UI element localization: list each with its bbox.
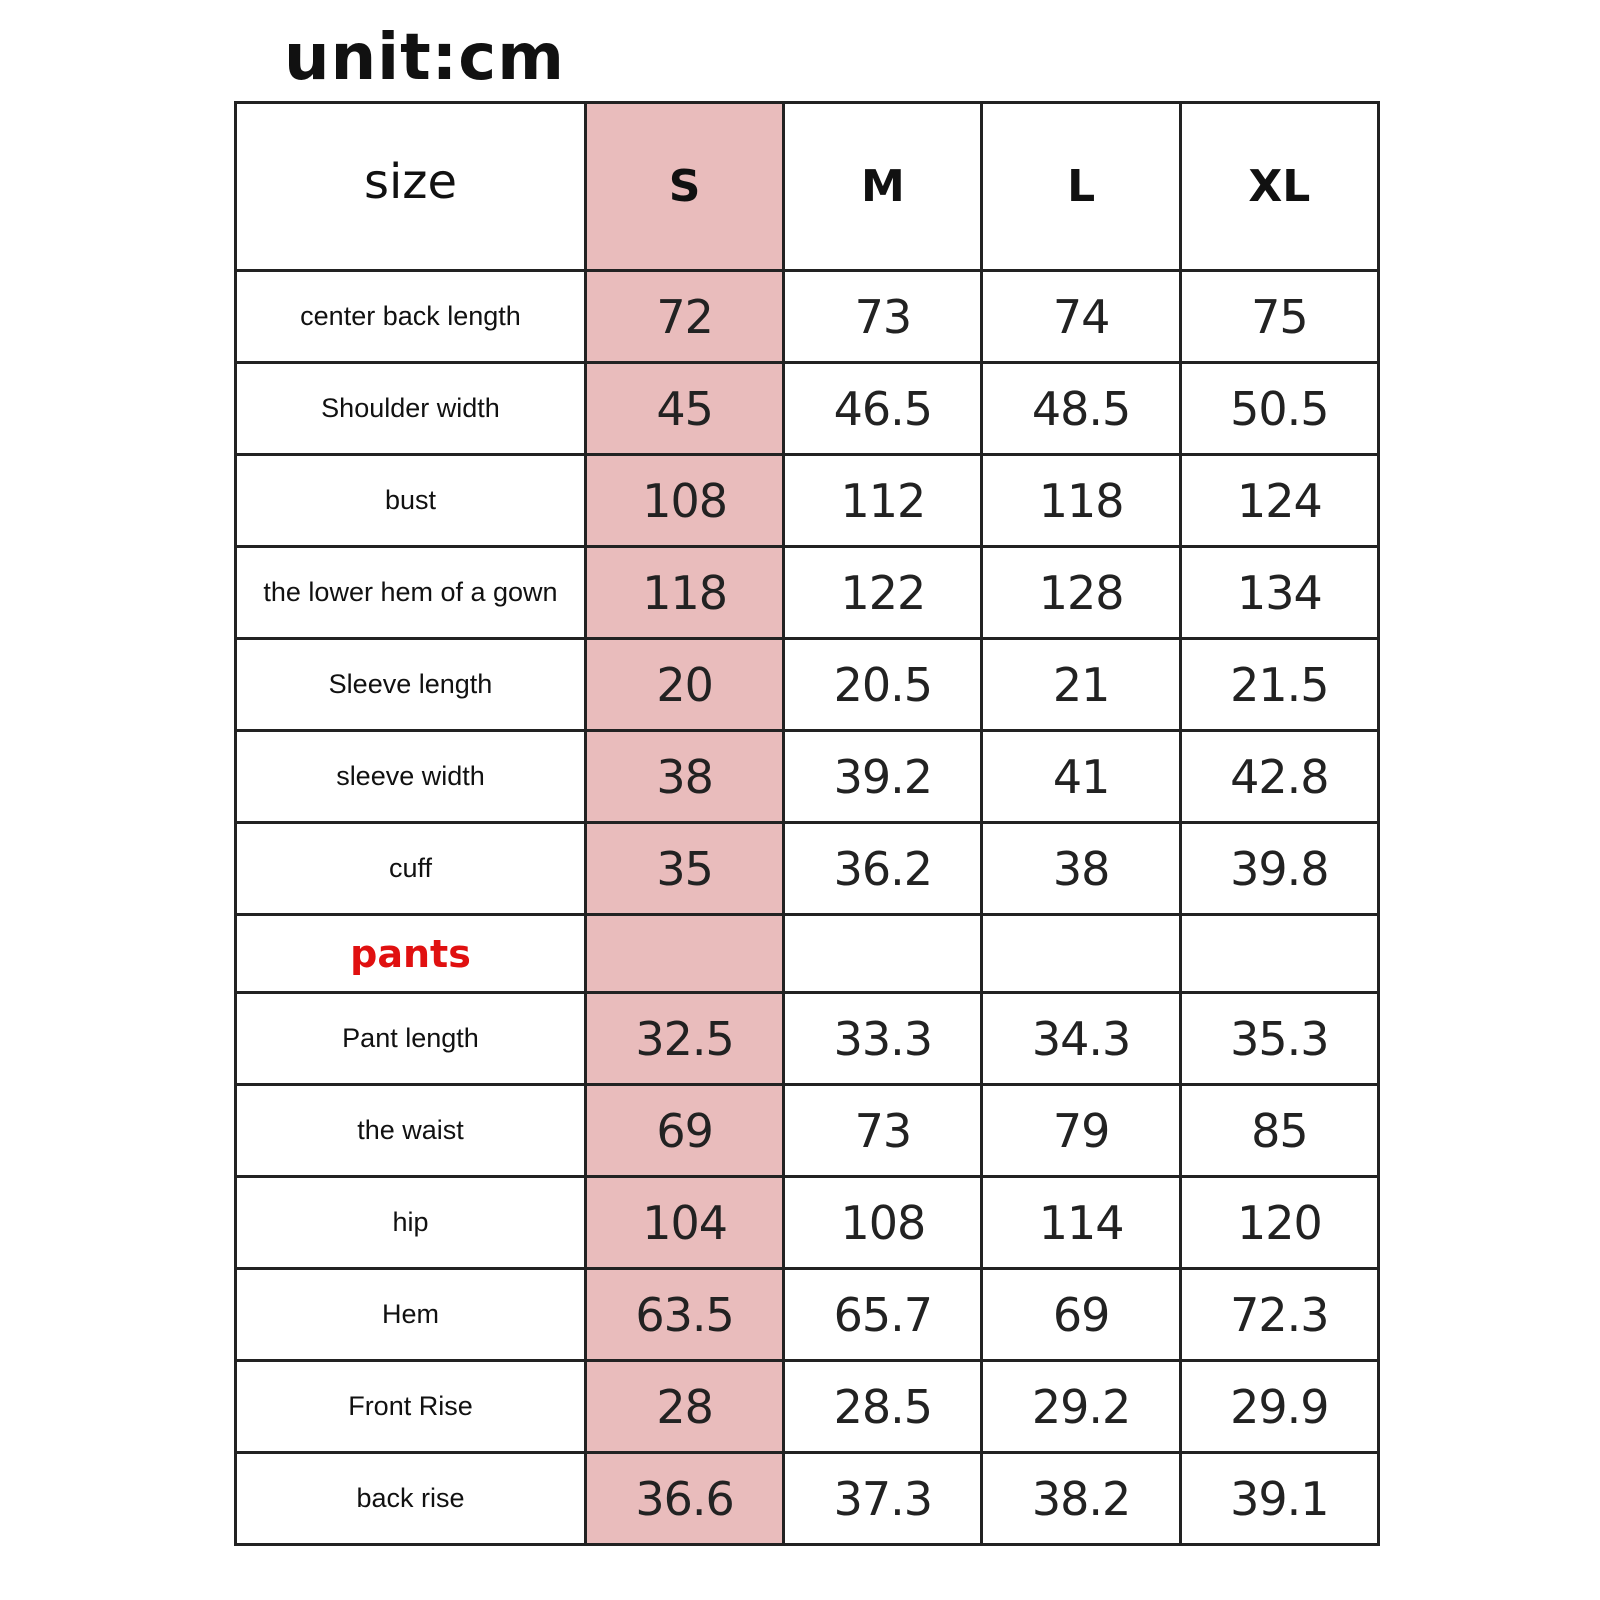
measurement-value-s: 69 xyxy=(585,1085,783,1177)
table-row xyxy=(236,993,1379,1085)
measurement-value-m: 122 xyxy=(784,547,982,639)
size-header-s: S xyxy=(585,103,783,271)
size-header-label: size xyxy=(236,103,586,271)
measurement-value-m: 112 xyxy=(784,455,982,547)
measurement-label: cuff xyxy=(236,823,586,915)
measurement-value-xl: 85 xyxy=(1180,1085,1378,1177)
table-row xyxy=(236,271,1379,363)
measurement-value-l: 34.3 xyxy=(982,993,1180,1085)
measurement-label: back rise xyxy=(236,1453,586,1545)
measurement-value-m: 39.2 xyxy=(784,731,982,823)
measurement-value-l: 38 xyxy=(982,823,1180,915)
measurement-label: the waist xyxy=(236,1085,586,1177)
header-row xyxy=(236,103,1379,271)
measurement-label: the lower hem of a gown xyxy=(236,547,586,639)
measurement-value-m: 108 xyxy=(784,1177,982,1269)
measurement-value-m: 46.5 xyxy=(784,363,982,455)
measurement-label: Sleeve length xyxy=(236,639,586,731)
measurement-value-s: 38 xyxy=(585,731,783,823)
measurement-label: Hem xyxy=(236,1269,586,1361)
measurement-value-l: 29.2 xyxy=(982,1361,1180,1453)
measurement-value-s: 108 xyxy=(585,455,783,547)
measurement-value-l: 114 xyxy=(982,1177,1180,1269)
measurement-value-s: 35 xyxy=(585,823,783,915)
size-header-xl: XL xyxy=(1180,103,1378,271)
measurement-value-xl: 72.3 xyxy=(1180,1269,1378,1361)
table-row xyxy=(236,1453,1379,1545)
measurement-value-xl: 75 xyxy=(1180,271,1378,363)
measurement-value-l: 41 xyxy=(982,731,1180,823)
table-row xyxy=(236,1085,1379,1177)
measurement-value-xl: 21.5 xyxy=(1180,639,1378,731)
measurement-value-m: 73 xyxy=(784,271,982,363)
measurement-value-m: 73 xyxy=(784,1085,982,1177)
table-row xyxy=(236,455,1379,547)
size-header-m: M xyxy=(784,103,982,271)
measurement-label: bust xyxy=(236,455,586,547)
measurement-value-l: 69 xyxy=(982,1269,1180,1361)
measurement-value-m: 20.5 xyxy=(784,639,982,731)
empty-cell xyxy=(784,915,982,993)
measurement-value-xl: 134 xyxy=(1180,547,1378,639)
measurement-value-m: 33.3 xyxy=(784,993,982,1085)
measurement-value-s: 63.5 xyxy=(585,1269,783,1361)
empty-cell xyxy=(982,915,1180,993)
empty-cell xyxy=(1180,915,1378,993)
size-header-l: L xyxy=(982,103,1180,271)
measurement-value-xl: 42.8 xyxy=(1180,731,1378,823)
measurement-value-l: 128 xyxy=(982,547,1180,639)
table-row xyxy=(236,1269,1379,1361)
measurement-value-xl: 124 xyxy=(1180,455,1378,547)
measurement-value-l: 21 xyxy=(982,639,1180,731)
table-row xyxy=(236,547,1379,639)
section-label: pants xyxy=(236,915,586,993)
measurement-value-s: 118 xyxy=(585,547,783,639)
measurement-value-s: 28 xyxy=(585,1361,783,1453)
measurement-label: Front Rise xyxy=(236,1361,586,1453)
measurement-label: hip xyxy=(236,1177,586,1269)
measurement-value-xl: 50.5 xyxy=(1180,363,1378,455)
measurement-value-l: 74 xyxy=(982,271,1180,363)
table-row xyxy=(236,731,1379,823)
measurement-label: center back length xyxy=(236,271,586,363)
measurement-value-s: 45 xyxy=(585,363,783,455)
measurement-value-l: 48.5 xyxy=(982,363,1180,455)
measurement-label: Shoulder width xyxy=(236,363,586,455)
measurement-value-m: 65.7 xyxy=(784,1269,982,1361)
measurement-value-m: 36.2 xyxy=(784,823,982,915)
section-row-pants xyxy=(236,915,1379,993)
table-row xyxy=(236,363,1379,455)
table-row xyxy=(236,823,1379,915)
measurement-value-l: 118 xyxy=(982,455,1180,547)
measurement-value-xl: 39.8 xyxy=(1180,823,1378,915)
measurement-label: Pant length xyxy=(236,993,586,1085)
size-chart-table xyxy=(234,101,1380,1546)
measurement-value-m: 37.3 xyxy=(784,1453,982,1545)
table-row xyxy=(236,1177,1379,1269)
measurement-value-xl: 120 xyxy=(1180,1177,1378,1269)
empty-cell xyxy=(585,915,783,993)
unit-title: unit:cm xyxy=(284,21,565,95)
measurement-label: sleeve width xyxy=(236,731,586,823)
measurement-value-xl: 29.9 xyxy=(1180,1361,1378,1453)
measurement-value-m: 28.5 xyxy=(784,1361,982,1453)
measurement-value-s: 104 xyxy=(585,1177,783,1269)
measurement-value-s: 20 xyxy=(585,639,783,731)
measurement-value-l: 38.2 xyxy=(982,1453,1180,1545)
table-row xyxy=(236,639,1379,731)
measurement-value-s: 72 xyxy=(585,271,783,363)
measurement-value-xl: 35.3 xyxy=(1180,993,1378,1085)
measurement-value-s: 36.6 xyxy=(585,1453,783,1545)
table-row xyxy=(236,1361,1379,1453)
measurement-value-l: 79 xyxy=(982,1085,1180,1177)
measurement-value-s: 32.5 xyxy=(585,993,783,1085)
measurement-value-xl: 39.1 xyxy=(1180,1453,1378,1545)
